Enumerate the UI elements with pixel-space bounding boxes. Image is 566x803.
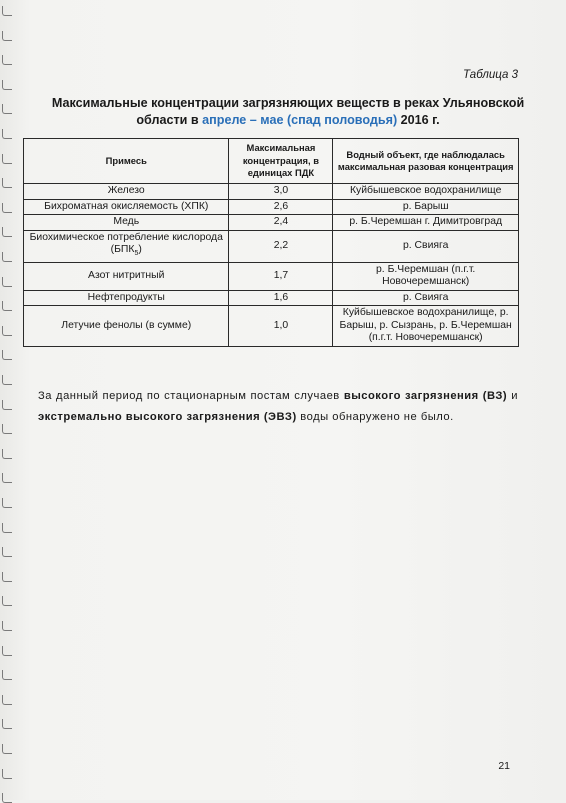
binding-ring (2, 301, 12, 311)
cell-object: р. Свияга (333, 230, 519, 262)
binding-ring (2, 547, 12, 557)
cell-substance: Бихроматная окисляемость (ХПК) (24, 199, 229, 215)
binding-ring (2, 473, 12, 483)
page-number: 21 (498, 760, 510, 772)
binding-ring (2, 646, 12, 656)
binding-ring (2, 104, 12, 114)
table-caption: Таблица 3 (463, 69, 518, 81)
binding-ring (2, 769, 12, 779)
table-row (24, 199, 519, 215)
binding-ring (2, 793, 12, 803)
paragraph-text: и (507, 390, 518, 402)
binding-ring (2, 744, 12, 754)
spiral-binding (0, 0, 16, 800)
table-row (24, 184, 519, 200)
table-row (24, 262, 519, 290)
binding-ring (2, 523, 12, 533)
binding-ring (2, 227, 12, 237)
binding-ring (2, 326, 12, 336)
binding-ring (2, 572, 12, 582)
cell-object: р. Свияга (333, 290, 519, 306)
binding-ring (2, 498, 12, 508)
binding-ring (2, 350, 12, 360)
table-row (24, 215, 519, 231)
cell-value: 1,6 (229, 290, 333, 306)
title-part2: 2016 г. (397, 113, 440, 127)
cell-object: р. Барыш (333, 199, 519, 215)
binding-ring (2, 178, 12, 188)
cell-object: Куйбышевское водохранилище, р. Барыш, р. Сызрань, р. Б.Черемшан (п.г.т. Новочеремшанск) (333, 306, 519, 347)
cell-value: 1,7 (229, 262, 333, 290)
binding-ring (2, 424, 12, 434)
substance-subscript: 5 (134, 250, 139, 258)
binding-ring (2, 129, 12, 139)
cell-value: 1,0 (229, 306, 333, 347)
binding-ring (2, 400, 12, 410)
table-row (24, 290, 519, 306)
binding-ring (2, 55, 12, 65)
cell-substance: Железо (24, 184, 229, 200)
binding-ring (2, 252, 12, 262)
substance-text: Биохимическое потребление кислорода (БПК (29, 231, 223, 255)
cell-substance: Нефтепродукты (24, 290, 229, 306)
table-row (24, 230, 519, 262)
header-max-concentration: Максимальная концентрация, в единицах ПДК (229, 139, 333, 184)
paragraph-bold-vz: высокого загрязнения (ВЗ) (343, 390, 508, 402)
binding-ring (2, 31, 12, 41)
binding-ring (2, 596, 12, 606)
binding-ring (2, 449, 12, 459)
cell-value: 2,2 (229, 230, 333, 262)
paragraph-bold-evz: экстремально высокого загрязнения (ЭВЗ) (38, 411, 297, 423)
cell-substance (24, 230, 229, 262)
table-row (24, 306, 519, 347)
substance-tail: ) (138, 244, 142, 255)
binding-ring (2, 670, 12, 680)
header-substance: Примесь (24, 139, 229, 184)
cell-value: 2,4 (229, 215, 333, 231)
table-title (40, 95, 536, 129)
cell-substance: Азот нитритный (24, 262, 229, 290)
cell-object: р. Б.Черемшан (п.г.т. Новочеремшанск) (333, 262, 519, 290)
header-water-object: Водный объект, где наблюдалась максимальная разовая концентрация (333, 139, 519, 184)
cell-substance: Летучие фенолы (в сумме) (24, 306, 229, 347)
cell-value: 2,6 (229, 199, 333, 215)
binding-ring (2, 621, 12, 631)
binding-ring (2, 719, 12, 729)
paragraph-text: воды обнаружено не было. (296, 411, 454, 423)
cell-substance: Медь (24, 215, 229, 231)
table-header-row (24, 139, 519, 184)
paragraph-text: За данный период по стационарным постам случаев (38, 390, 344, 402)
binding-ring (2, 277, 12, 287)
binding-ring (2, 203, 12, 213)
binding-ring (2, 6, 12, 16)
cell-value: 3,0 (229, 184, 333, 200)
body-paragraph (38, 386, 518, 428)
binding-ring (2, 695, 12, 705)
cell-object: Куйбышевское водохранилище (333, 184, 519, 200)
title-highlight: апреле – мае (спад половодья) (202, 113, 398, 127)
binding-ring (2, 80, 12, 90)
binding-ring (2, 375, 12, 385)
pollutant-table (23, 138, 519, 347)
binding-ring (2, 154, 12, 164)
title-part1: Максимальные концентрации загрязняющих веществ в реках Ульяновской области в (51, 96, 525, 127)
cell-object: р. Б.Черемшан г. Димитровград (333, 215, 519, 231)
